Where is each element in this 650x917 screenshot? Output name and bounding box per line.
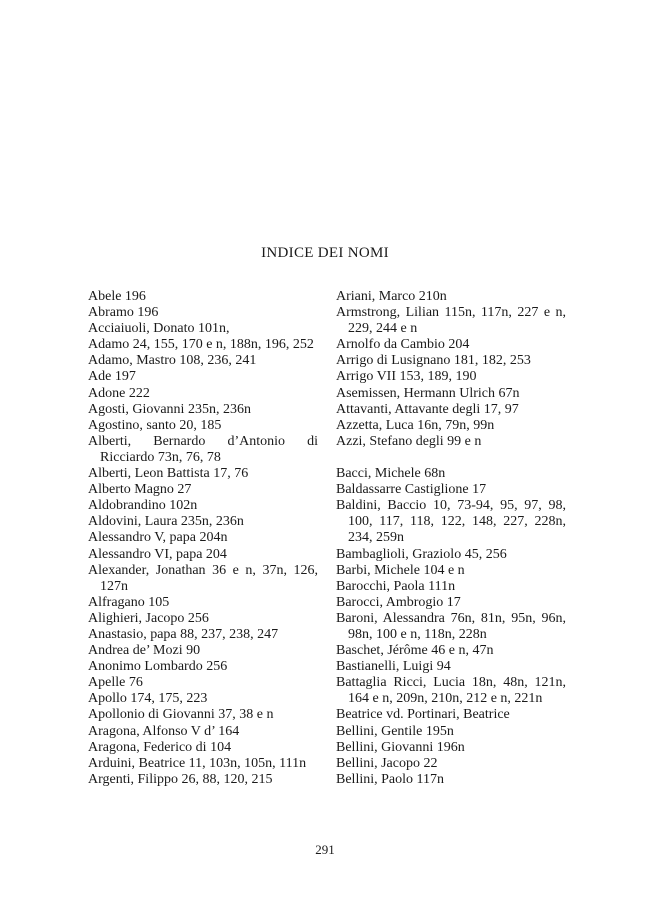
index-entry: Alighieri, Jacopo 256 [88,610,209,626]
index-entry: Bambaglioli, Graziolo 45, 256 [336,546,507,562]
index-entry: Armstrong, Lilian 115n, 117n, 227 e n, 229, 244 e n [336,305,566,337]
index-entry: Arduini, Beatrice 11, 103n, 105n, 111n [88,755,307,771]
index-entry: Barbi, Michele 104 e n [336,562,465,578]
index-entry: Arrigo VII 153, 189, 190 [336,369,477,385]
index-entry: Alessandro V, papa 204n [88,530,228,546]
index-entry: Bacci, Michele 68n [336,466,446,482]
index-entry: Ariani, Marco 210n [336,289,447,304]
index-entry: Ade 197 [88,369,136,385]
index-entry: Bellini, Gentile 195n [336,723,454,739]
index-entry: Alessandro VI, papa 204 [88,546,227,562]
index-column-left [88,289,318,788]
page-number: 291 [315,842,335,857]
index-entry: Bellini, Giovanni 196n [336,739,465,755]
index-entry: Aldovini, Laura 235n, 236n [88,514,244,530]
index-entry: Apelle 76 [88,675,143,691]
index-entry: Adamo, Mastro 108, 236, 241 [88,353,257,369]
index-entry: Baldini, Baccio 10, 73-94, 95, 97, 98, 100, 117, 118, 122, 148, 227, 228n, 234, 259n [336,498,566,546]
index-entry: Azzi, Stefano degli 99 e n [336,433,482,449]
index-entry: Baldassarre Castiglione 17 [336,482,487,498]
index-entry: Agosti, Giovanni 235n, 236n [88,401,251,417]
index-entry: Apollonio di Giovanni 37, 38 e n [88,707,274,723]
index-entry: Baschet, Jérôme 46 e n, 47n [336,643,494,659]
index-entry: Alfragano 105 [88,594,170,610]
index-entry: Bellini, Paolo 117n [336,771,444,787]
index-entry: Aragona, Federico di 104 [88,739,232,755]
index-entry: Azzetta, Luca 16n, 79n, 99n [336,417,495,433]
index-entry: Alberti, Bernardo d’Antonio di Ricciardo 73n, 76, 78 [88,433,318,465]
index-entry: Andrea de’ Mozi 90 [88,643,201,659]
index-entry: Apollo 174, 175, 223 [88,691,208,707]
index-entry: Beatrice vd. Portinari, Beatrice [336,707,510,723]
index-entry: Barocchi, Paola 111n [336,578,456,594]
index-entry: Bastianelli, Luigi 94 [336,659,451,675]
index-entry: Aldobrandino 102n [88,498,198,514]
page-title: INDICE DEI NOMI [261,245,389,261]
index-entry: Bellini, Jacopo 22 [336,755,438,771]
index-entry: Acciaiuoli, Donato 101n, [88,321,230,337]
index-entry: Baroni, Alessandra 76n, 81n, 95n, 96n, 98n, 100 e n, 118n, 228n [336,610,566,642]
index-entry: Anastasio, papa 88, 237, 238, 247 [88,626,279,642]
index-entry: Attavanti, Attavante degli 17, 97 [336,401,519,417]
index-entry: Asemissen, Hermann Ulrich 67n [336,385,520,401]
index-entry: Aragona, Alfonso V d’ 164 [88,723,240,739]
index-entry: Adone 222 [88,385,150,401]
index-entry: Alexander, Jonathan 36 e n, 37n, 126, 127n [88,562,318,594]
index-entry: Argenti, Filippo 26, 88, 120, 215 [88,771,273,787]
index-entry: Alberti, Leon Battista 17, 76 [88,466,249,482]
index-entry: Anonimo Lombardo 256 [88,659,228,675]
index-entry: Agostino, santo 20, 185 [88,417,222,433]
index-entry: Barocci, Ambrogio 17 [336,594,461,610]
index-entry: Alberto Magno 27 [88,482,192,498]
index-entry: Battaglia Ricci, Lucia 18n, 48n, 121n, 164 e n, 209n, 210n, 212 e n, 221n [336,675,566,707]
index-entry: Adamo 24, 155, 170 e n, 188n, 196, 252 [88,337,314,353]
index-entry: Abramo 196 [88,305,159,321]
index-column-right [336,289,566,788]
index-entry: Arrigo di Lusignano 181, 182, 253 [336,353,531,369]
index-entry: Arnolfo da Cambio 204 [336,337,470,353]
index-entry: Abele 196 [88,289,146,304]
